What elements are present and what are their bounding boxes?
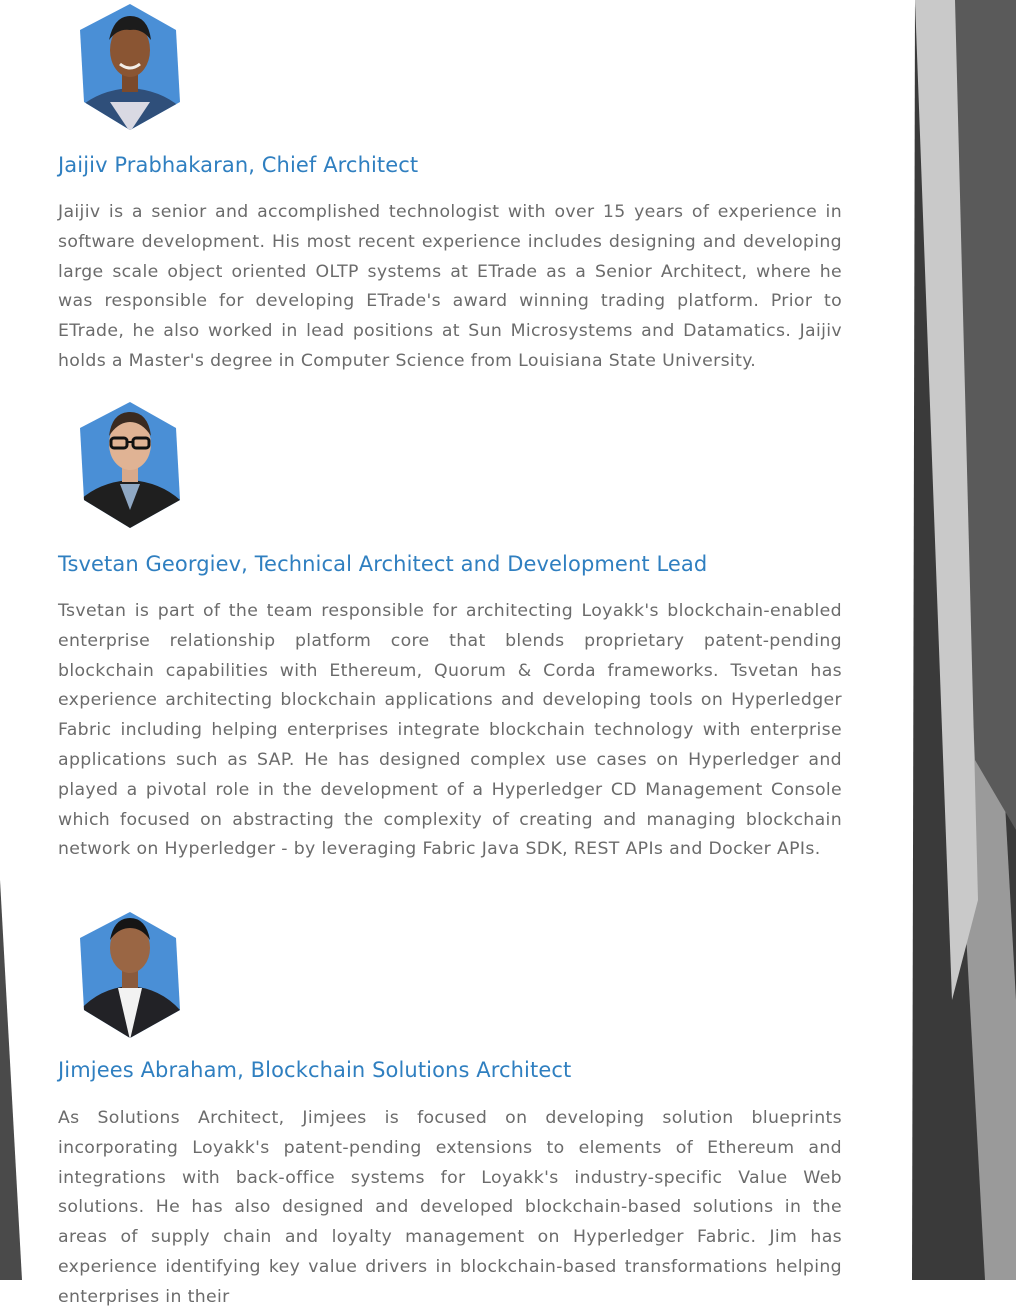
avatar-jaijiv xyxy=(80,2,180,132)
person-name: Jaijiv Prabhakaran, Chief Architect xyxy=(58,153,419,177)
person-name: Jimjees Abraham, Blockchain Solutions Architect xyxy=(58,1058,572,1082)
person-bio: Jaijiv is a senior and accomplished technologist with over 15 years of experience in software development. His most recent experience includes designing and developing large scale object oriented OLTP systems at ETrade as a Senior Architect, where he was responsible for developing ETrade's award winning trading platform. Prior to ETrade, he also worked in lead positions at Sun Microsystems and Datamatics. Jaijiv holds a Master's degree in Computer Science from Louisiana State University. xyxy=(58,202,842,371)
person-name: Tsvetan Georgiev, Technical Architect and Development Lead xyxy=(58,552,708,576)
person-bio: As Solutions Architect, Jimjees is focused on developing solution blueprints incorporating Loyakk's patent-pending extensions to elements of Ethereum and integrations with back-office systems for Loyakk's industry-specific Value Web solutions. He has also designed and developed blockchain-based solutions in the areas of supply chain and loyalty management on Hyperledger Fabric. Jim has experience identifying key value drivers in blockchain-based transformations helping enterprises in their xyxy=(58,1108,842,1307)
avatar-tsvetan xyxy=(80,400,180,530)
person-bio: Tsvetan is part of the team responsible for architecting Loyakk's blockchain-enabled enterprise relationship platform core that blends proprietary patent-pending blockchain capabilities with Ethereum, Quorum & Corda frameworks. Tsvetan has experience architecting blockchain applications and developing tools on Hyperledger Fabric including helping enterprises integrate blockchain technology with enterprise applications such as SAP. He has designed complex use cases on Hyperledger and played a pivotal role in the development of a Hyperledger CD Management Console which focused on abstracting the complexity of creating and managing blockchain network on Hyperledger - by leveraging Fabric Java SDK, REST APIs and Docker APIs. xyxy=(58,601,842,860)
avatar-jimjees xyxy=(80,910,180,1040)
